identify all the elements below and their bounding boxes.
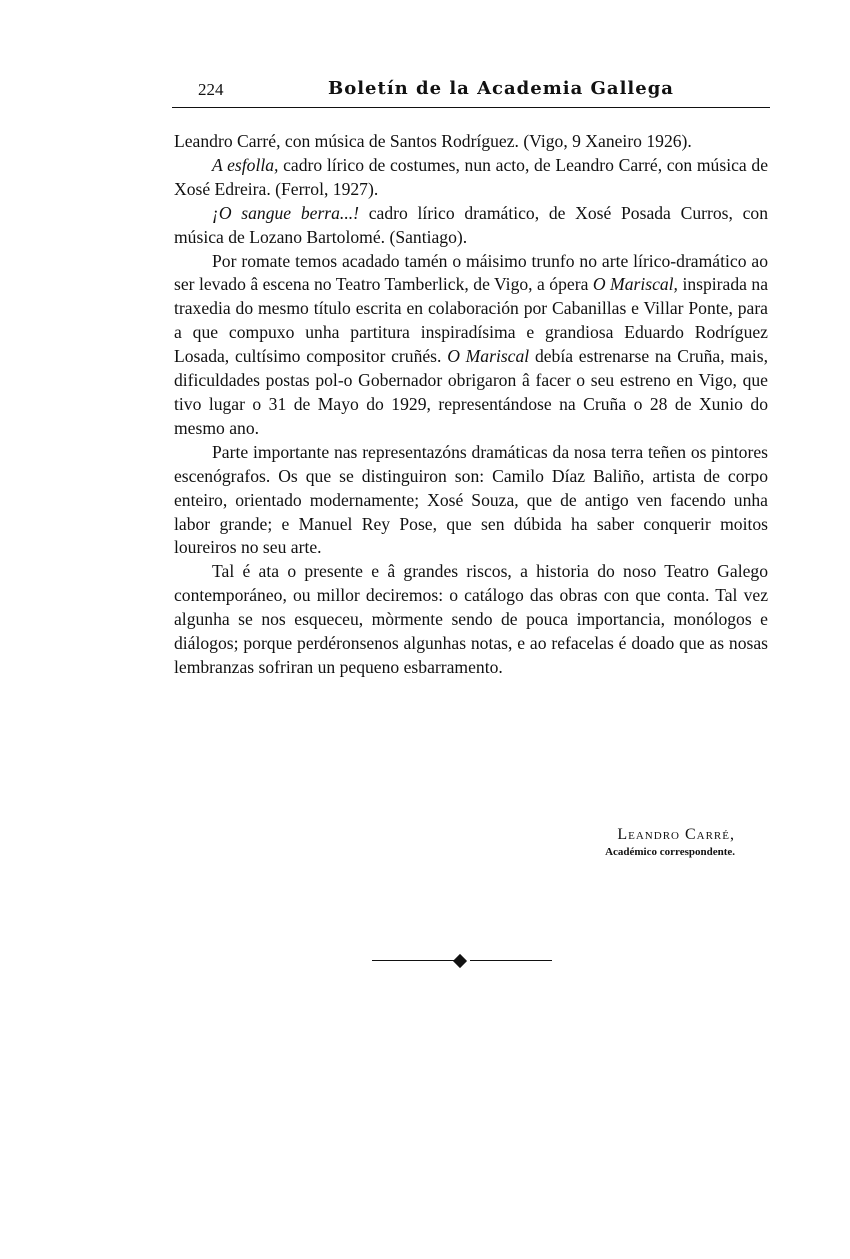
paragraph-mariscal-text-a: Por romate temos acadado tamén o máisimo trunfo no arte lírico-dramático ao ser levado â escena no Teatro Tamberlick, de Vigo, a ópera [174,250,768,295]
paragraph-esfolla [174,154,768,202]
paragraph-mariscal-text-b: inspirada na traxedia do mesmo título escrita en colaboración por Cabanillas e Villar Ponte, para a que compuxo unha partitura inspiradísima e grandiosa Eduardo Rodríguez Losada, cultísimo compositor cruñés. [174,274,769,367]
signature-role: Académico correspondente. [605,846,735,858]
ornament-diamond-icon [453,954,467,968]
body-text [174,130,768,680]
work-title-esfolla: A esfolla, [212,154,279,175]
running-title: Boletín de la Academia Gallega [328,78,674,99]
paragraph-sangue-text: cadro lírico dramático, de Xosé Posada Curros, con música de Lozano Bartolomé. (Santiago). [174,202,769,247]
page-header [172,78,770,108]
ornament-line-left [372,960,454,961]
work-title-mariscal: O Mariscal, [592,274,678,295]
paragraph-mariscal [174,250,768,441]
work-title-mariscal-2: O Mariscal [447,346,530,367]
paragraph-sangue [174,202,768,250]
paragraph-scenographers: Parte importante nas representazóns dramáticas da nosa terra teñen os pintores escenógrafos. Os que se distinguiron son: Camilo Díaz Baliño, artista de corpo enteiro, orientado modernamente; Xosé Souza, que de antigo ven facendo unha labor grande; e Manuel Rey Pose, que sen dúbida ha saber conquerir moitos loureiros no seu arte. [174,441,768,558]
paragraph-mariscal-text-c: debía estrenarse na Cruña, mais, dificuldades postas pol-o Gobernador obrigaron â facer o seu estreno en Vigo, que tivo lugar o 31 de Mayo do 1929, representándose na Cruña o 28 de Xunio do mesmo ano. [174,346,769,438]
paragraph-conclusion: Tal é ata o presente e â grandes riscos, a historia do noso Teatro Galego contemporáneo, ou millor deciremos: o catálogo das obras con que conta. Tal vez algunha se nos esqueceu, mòrmente sendo de pouca importancia, monólogos e diálogos; porque perdéronsenos algunhas notas, e ao refacelas é doado que as nosas lembranzas sofriran un pequeno esbarramento. [174,561,768,677]
paragraph-esfolla-text: cadro lírico de costumes, nun acto, de Leandro Carré, con música de Xosé Edreira. (Ferrol, 1927). [174,154,769,199]
work-title-sangue: ¡O sangue berra...! [212,202,359,223]
ornament-line-right [470,960,552,961]
paragraph-continuation: Leandro Carré, con música de Santos Rodríguez. (Vigo, 9 Xaneiro 1926). [174,131,692,151]
signature-name: Leandro Carré, [617,826,735,843]
page-number: 224 [198,80,224,99]
end-ornament [372,954,552,968]
header-rule [172,107,770,108]
signature-block [520,826,735,858]
